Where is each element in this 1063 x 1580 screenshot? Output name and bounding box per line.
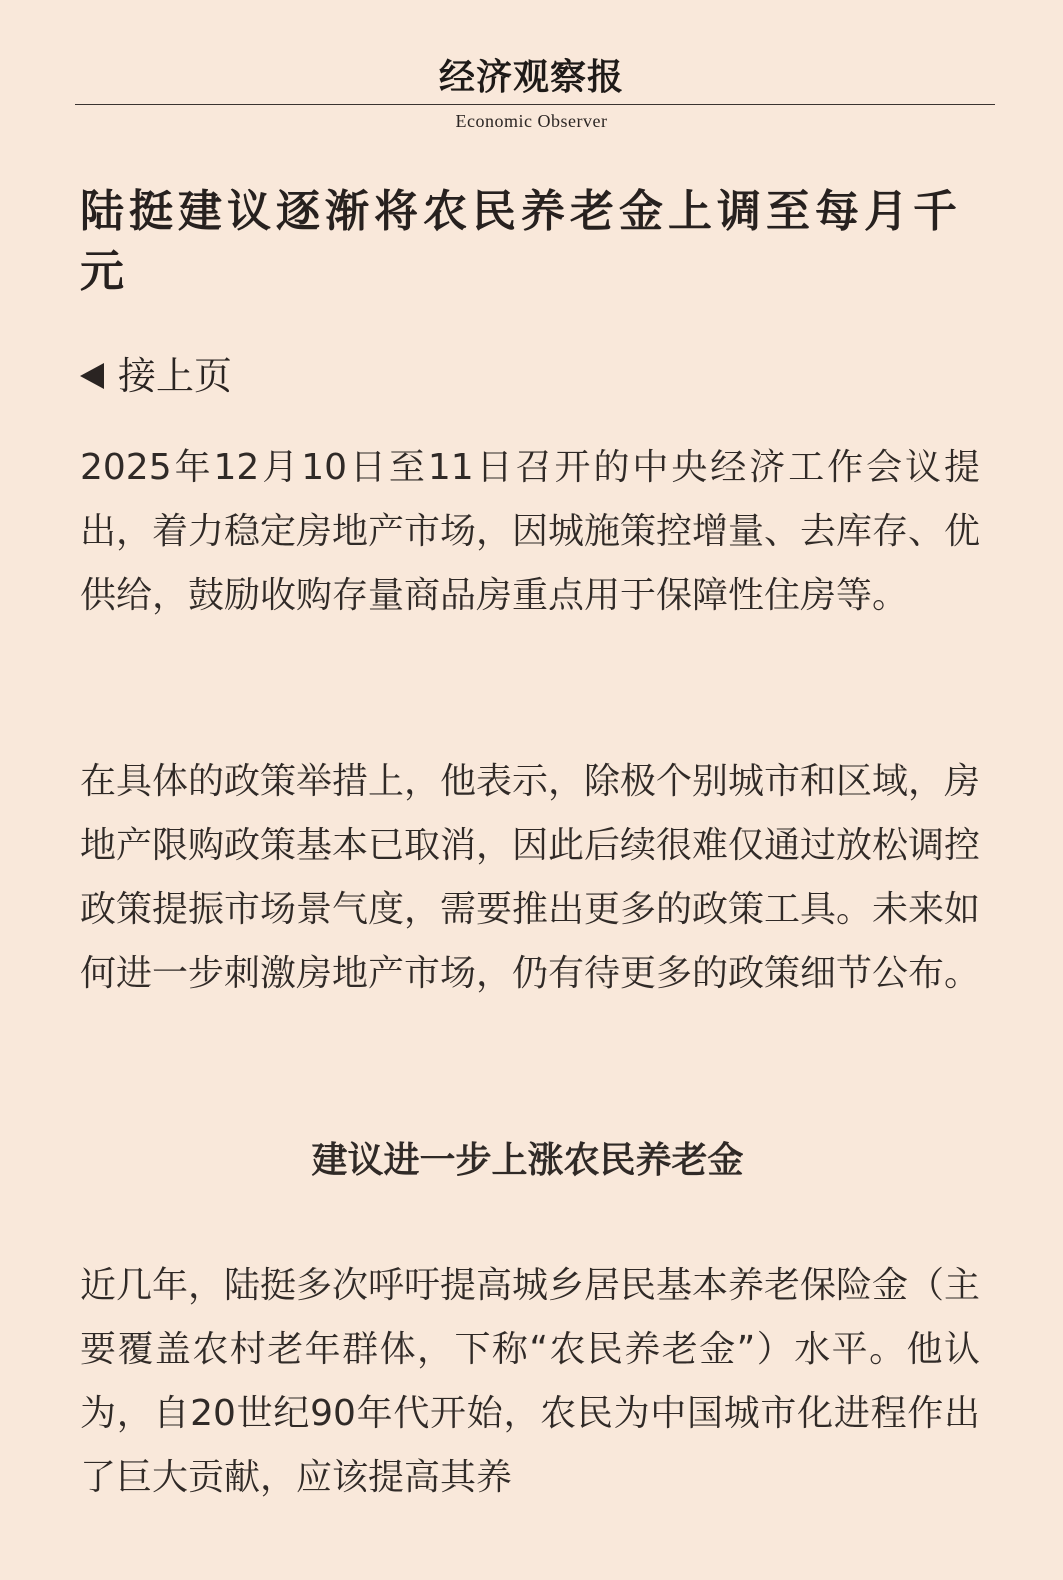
section-subheading: 建议进一步上涨农民养老金 xyxy=(311,1140,744,1181)
continued-from-previous-page xyxy=(80,348,232,404)
continued-label: 接上页 xyxy=(118,354,233,398)
paragraph-2: 在具体的政策举措上，他表示，除极个别城市和区域，房地产限购政策基本已取消，因此后续很难仅通过放松调控政策提振市场景气度，需要推出更多的政策工具。未来如何进一步刺激房地产市场，仍有待更多的政策细节公布。 xyxy=(80,761,981,994)
newspaper-title: 经济观察报 xyxy=(438,56,624,98)
paragraph-1: 2025年12月10日至11日召开的中央经济工作会议提出，着力稳定房地产市场，因城施策控增量、去库存、优供给，鼓励收购存量商品房重点用于保障性住房等。 xyxy=(80,447,981,616)
left-triangle-icon xyxy=(80,363,104,389)
newspaper-subtitle: Economic Observer xyxy=(455,111,608,131)
article-headline: 陆挺建议逐渐将农民养老金上调至每月千元 xyxy=(80,186,962,297)
paragraph-3: 近几年，陆挺多次呼吁提高城乡居民基本养老保险金（主要覆盖农村老年群体，下称“农民养老金”）水平。他认为，自20世纪90年代开始，农民为中国城市化进程作出了巨大贡献，应该提高其养 xyxy=(80,1265,981,1498)
masthead-divider xyxy=(75,104,995,105)
masthead-block xyxy=(0,52,1063,102)
